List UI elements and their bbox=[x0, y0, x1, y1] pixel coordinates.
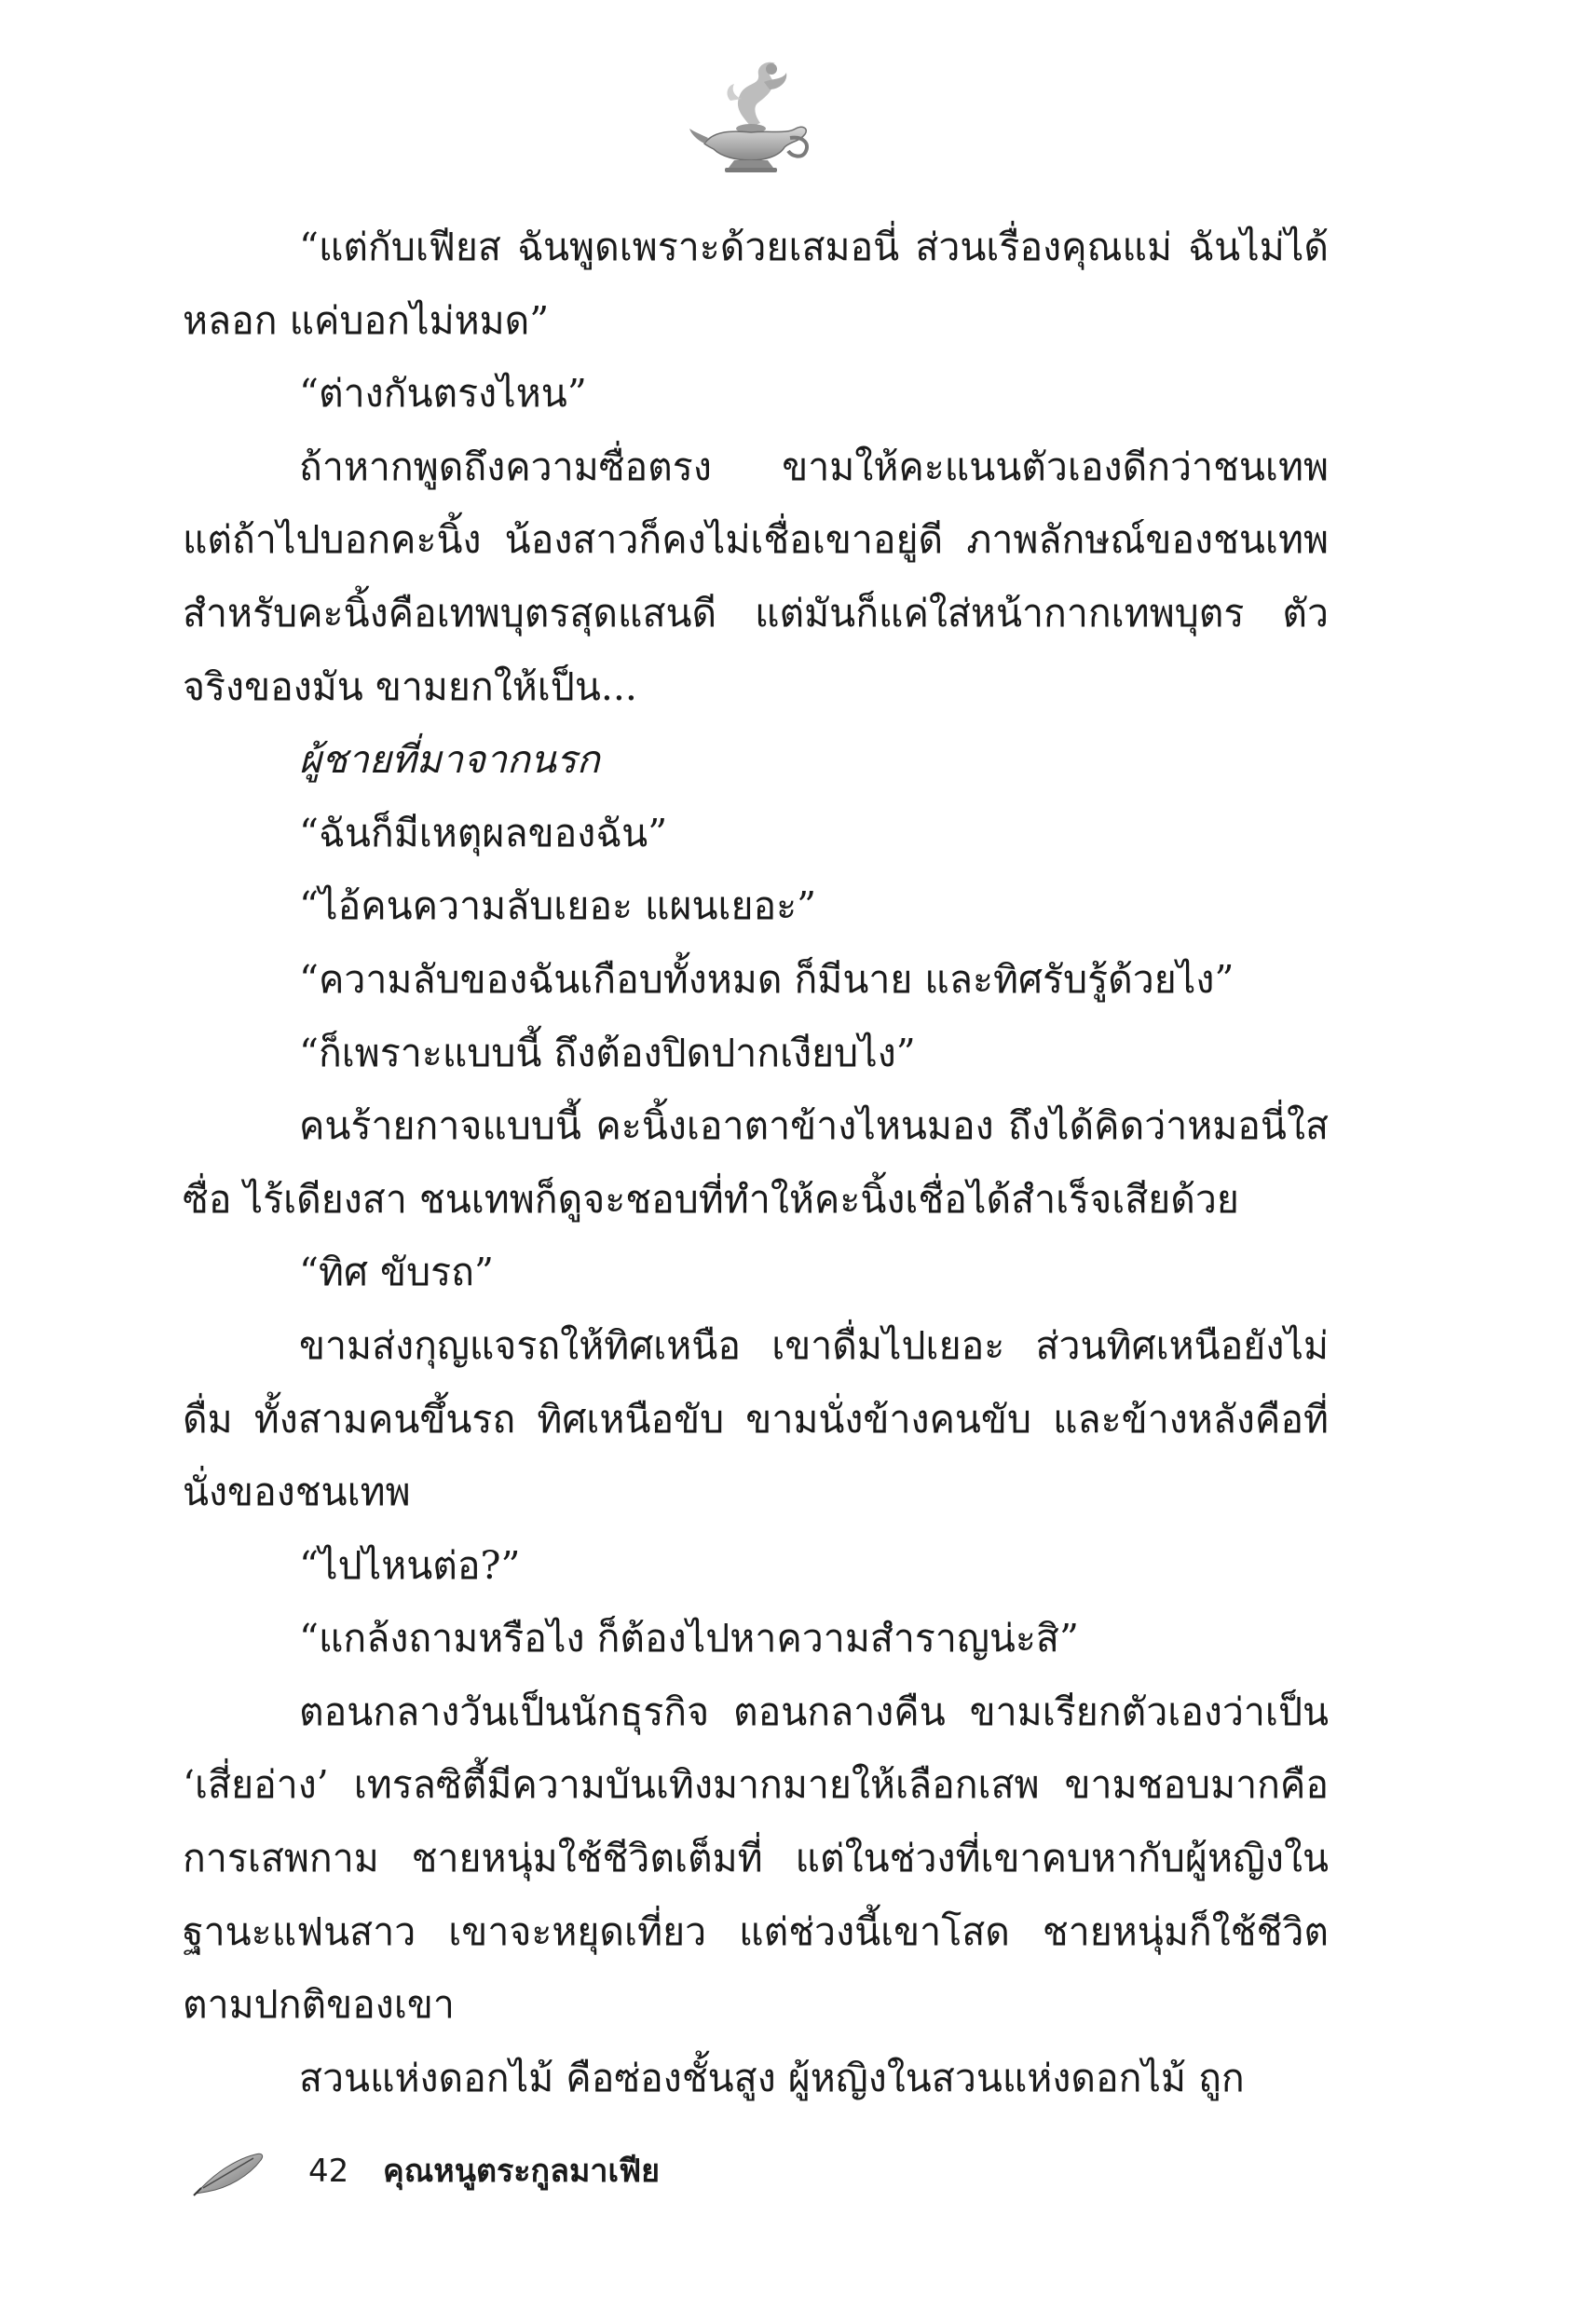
genie-lamp-ornament-icon bbox=[686, 54, 816, 175]
paragraph-italic: ผู้ชายที่มาจากนรก bbox=[299, 737, 600, 783]
paragraph: “แต่กับเฟียส ฉันพูดเพราะด้วยเสมอนี่ ส่วนเรื่องคุณแม่ ฉันไม่ได้หลอก แค่บอกไม่หมด” bbox=[183, 225, 1329, 343]
book-title: คุณหนูตระกูลมาเฟีย bbox=[383, 2153, 661, 2190]
paragraph: ถ้าหากพูดถึงความซื่อตรง ขามให้คะแนนตัวเองดีกว่าชนเทพ แต่ถ้าไปบอกคะนิ้ง น้องสาวก็คงไม่เชื่อเขาอยู่ดี ภาพลักษณ์ของชนเทพสำหรับคะนิ้งคือเทพบุตรสุดแสนดี แต่มันก็แค่ใส่หน้ากากเทพบุตร ตัวจริงของมัน ขามยกให้เป็น... bbox=[183, 444, 1329, 709]
paragraph: “ก็เพราะแบบนี้ ถึงต้องปิดปากเงียบไง” bbox=[299, 1030, 916, 1075]
paragraph: “ฉันก็มีเหตุผลของฉัน” bbox=[299, 810, 668, 855]
paragraph: “แกล้งถามหรือไง ก็ต้องไปหาความสำราญน่ะสิ” bbox=[299, 1616, 1079, 1661]
paragraph: ขามส่งกุญแจรถให้ทิศเหนือ เขาดื่มไปเยอะ ส่วนทิศเหนือยังไม่ดื่ม ทั้งสามคนขึ้นรถ ทิศเหนือขับ ขามนั่งข้างคนขับ และข้างหลังคือที่นั่งของชนเทพ bbox=[183, 1322, 1329, 1515]
feather-pen-icon bbox=[192, 2151, 266, 2197]
body-text bbox=[183, 211, 1329, 2114]
page-footer bbox=[183, 2143, 1329, 2199]
paragraph: ตอนกลางวันเป็นนักธุรกิจ ตอนกลางคืน ขามเรียกตัวเองว่าเป็น ‘เสี่ยอ่าง’ เทรลซิตี้มีความบันเทิงมากมายให้เลือกเสพ ขามชอบมากคือการเสพกาม ชายหนุ่มใช้ชีวิตเต็มที่ แต่ในช่วงที่เขาคบหากับผู้หญิงในฐานะแฟนสาว เขาจะหยุดเที่ยว แต่ช่วงนี้เขาโสด ชายหนุ่มก็ใช้ชีวิตตามปกติของเขา bbox=[183, 1689, 1329, 2028]
paragraph: “ทิศ ขับรถ” bbox=[299, 1250, 494, 1295]
paragraph: “ไปไหนต่อ?” bbox=[299, 1542, 521, 1588]
paragraph: “ต่างกันตรงไหน” bbox=[299, 371, 587, 417]
paragraph: สวนแห่งดอกไม้ คือซ่องชั้นสูง ผู้หญิงในสวนแห่งดอกไม้ ถูก bbox=[299, 2055, 1245, 2100]
paragraph: คนร้ายกาจแบบนี้ คะนิ้งเอาตาข้างไหนมอง ถึงได้คิดว่าหมอนี่ใสซื่อ ไร้เดียงสา ชนเทพก็ดูจะชอบที่ทำให้คะนิ้งเชื่อได้สำเร็จเสียด้วย bbox=[183, 1103, 1329, 1222]
paragraph: “ความลับของฉันเกือบทั้งหมด ก็มีนาย และทิศรับรู้ด้วยไง” bbox=[299, 956, 1235, 1002]
page-number: 42 bbox=[308, 2153, 349, 2190]
paragraph: “ไอ้คนความลับเยอะ แผนเยอะ” bbox=[299, 883, 817, 929]
